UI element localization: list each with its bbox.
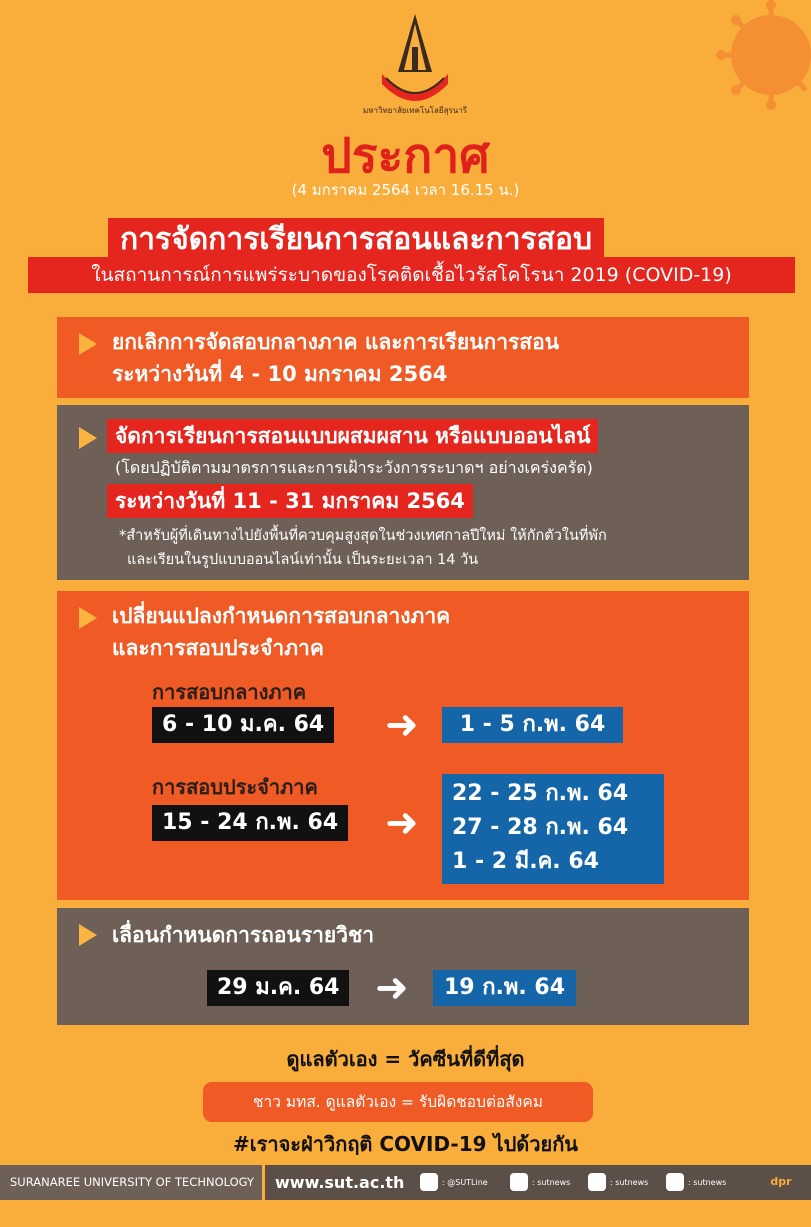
- final-old-date: 15 - 24 ก.พ. 64: [152, 805, 348, 841]
- footer-line[interactable]: : @SUTLine: [442, 1178, 488, 1187]
- bullet-arrow-icon: [79, 607, 97, 629]
- panel2-footnote2: และเรียนในรูปแบบออนไลน์เท่านั้น เป็นระยะเวลา 14 วัน: [127, 552, 479, 568]
- panel-exam-changes: [57, 591, 749, 900]
- final-new-dates: [442, 774, 664, 884]
- panel3-line2: และการสอบประจำภาค: [112, 636, 324, 660]
- arrow-right-icon: ➜: [385, 702, 419, 748]
- withdraw-new-date: 19 ก.พ. 64: [433, 970, 576, 1006]
- facebook-icon[interactable]: [510, 1173, 528, 1191]
- footer-org: SURANAREE UNIVERSITY OF TECHNOLOGY: [0, 1165, 262, 1200]
- bullet-arrow-icon: [79, 924, 97, 946]
- final-new-date-1: 22 - 25 ก.พ. 64: [452, 781, 629, 806]
- panel-withdraw-deadline: [57, 908, 749, 1025]
- slogan-hashtag: #เราจะฝ่าวิกฤติ COVID-19 ไปด้วยกัน: [233, 1132, 578, 1156]
- header-main: การจัดการเรียนการสอนและการสอบ: [108, 218, 604, 262]
- announcement-date: (4 มกราคม 2564 เวลา 16.15 น.): [291, 181, 520, 199]
- footer-twitter[interactable]: : sutnews: [688, 1178, 727, 1187]
- arrow-right-icon: ➜: [385, 800, 419, 846]
- page-title: ประกาศ: [321, 128, 490, 184]
- bullet-arrow-icon: [79, 333, 97, 355]
- dpr-badge: dpr sut: [770, 1175, 792, 1218]
- virus-decoration: [691, 0, 811, 130]
- university-logo: [370, 12, 460, 117]
- line-icon[interactable]: [420, 1173, 438, 1191]
- twitter-icon[interactable]: [666, 1173, 684, 1191]
- slogan-vaccine: ดูแลตัวเอง = วัคซีนที่ดีที่สุด: [286, 1047, 525, 1071]
- bullet-arrow-icon: [79, 427, 97, 449]
- footer-facebook[interactable]: : sutnews: [532, 1178, 571, 1187]
- final-new-date-3: 1 - 2 มี.ค. 64: [452, 849, 599, 874]
- final-label: การสอบประจำภาค: [152, 775, 318, 799]
- withdraw-old-date: 29 ม.ค. 64: [207, 970, 349, 1006]
- footer-separator: [262, 1165, 265, 1200]
- midterm-label: การสอบกลางภาค: [152, 680, 307, 704]
- midterm-old-date: 6 - 10 ม.ค. 64: [152, 707, 334, 743]
- arrow-right-icon: ➜: [375, 965, 409, 1011]
- instagram-icon[interactable]: [588, 1173, 606, 1191]
- panel-cancel-midterm: [57, 317, 749, 398]
- slogan-responsibility: ชาว มทส. ดูแลตัวเอง = รับผิดชอบต่อสังคม: [203, 1082, 593, 1122]
- header-sub: ในสถานการณ์การแพร่ระบาดของโรคติดเชื้อไวรัสโคโรนา 2019 (COVID-19): [28, 257, 795, 293]
- panel-blended-learning: [57, 405, 749, 580]
- panel2-footnote1: *สำหรับผู้ที่เดินทางไปยังพื้นที่ควบคุมสูงสุดในช่วงเทศกาลปีใหม่ ให้กักตัวในที่พัก: [119, 528, 607, 544]
- panel2-dates: ระหว่างวันที่ 11 - 31 มกราคม 2564: [107, 484, 473, 518]
- panel1-line1: ยกเลิกการจัดสอบกลางภาค และการเรียนการสอน: [112, 330, 560, 354]
- final-new-date-2: 27 - 28 ก.พ. 64: [452, 815, 629, 840]
- footer-website-link[interactable]: www.sut.ac.th: [275, 1173, 405, 1192]
- panel1-line2: ระหว่างวันที่ 4 - 10 มกราคม 2564: [112, 362, 448, 386]
- panel2-heading: จัดการเรียนการสอนแบบผสมผสาน หรือแบบออนไลน์: [107, 419, 598, 453]
- panel3-line1: เปลี่ยนแปลงกำหนดการสอบกลางภาค: [112, 604, 451, 628]
- panel4-line1: เลื่อนกำหนดการถอนรายวิชา: [112, 923, 375, 947]
- panel2-note: (โดยปฏิบัติตามมาตรการและการเฝ้าระวังการระบาดฯ อย่างเคร่งครัด): [115, 458, 593, 477]
- logo-text: มหาวิทยาลัยเทคโนโลยีสุรนารี: [362, 106, 468, 115]
- midterm-new-date: 1 - 5 ก.พ. 64: [442, 707, 623, 743]
- footer-instagram[interactable]: : sutnews: [610, 1178, 649, 1187]
